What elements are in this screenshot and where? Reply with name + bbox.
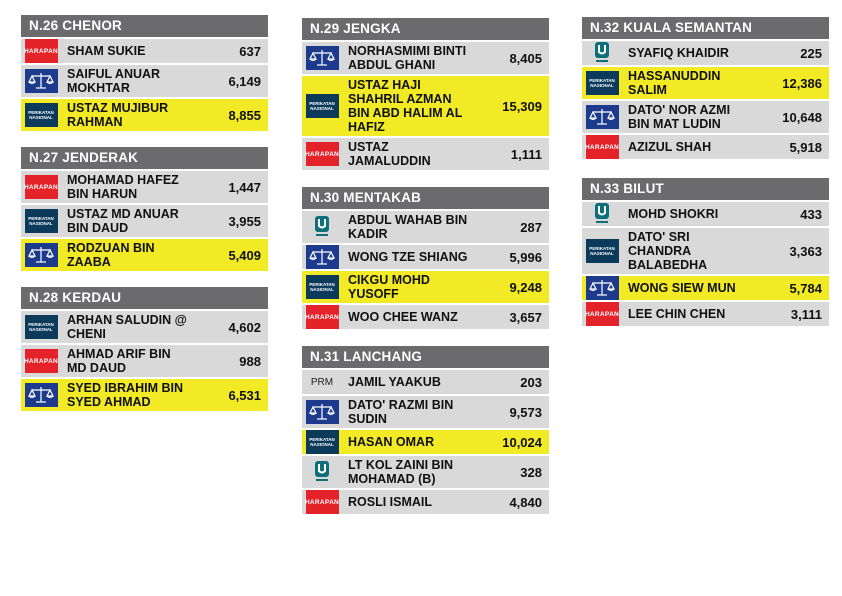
perikatan-logo-icon [586, 239, 619, 263]
constituency-title: N.31 LANCHANG [302, 346, 549, 368]
harapan-logo-text: HARAPAN [23, 357, 59, 365]
candidate-name: AHMAD ARIF BIN MD DAUD [67, 347, 171, 375]
candidate-row [302, 303, 549, 329]
candidate-name: DATO' SRI CHANDRA BALABEDHA [628, 230, 708, 272]
candidate-votes: 328 [520, 464, 542, 480]
candidate-name: RODZUAN BIN ZAABA [67, 241, 155, 269]
candidate-name: MOHAMAD HAFEZ BIN HARUN [67, 173, 179, 201]
party-logo-cell [302, 142, 342, 166]
dacing-logo-icon [306, 46, 339, 70]
harapan-logo-icon [586, 302, 619, 326]
candidate-votes: 5,784 [789, 280, 822, 296]
candidate-name: MOHD SHOKRI [628, 207, 719, 221]
candidate-votes: 988 [239, 353, 261, 369]
candidate-votes: 3,363 [789, 243, 822, 259]
candidate-votes: 1,111 [510, 146, 542, 162]
candidate-row [302, 40, 549, 74]
perikatan-logo-icon [306, 94, 339, 118]
pn-logo-line-2: NASIONAL [310, 442, 334, 447]
candidate-row-winner [21, 377, 268, 411]
candidate-name: HASSANUDDIN SALIM [628, 69, 721, 97]
candidate-row [302, 209, 549, 243]
candidate-name: SHAM SUKIE [67, 44, 146, 58]
party-logo-cell [582, 41, 622, 65]
party-logo-cell [302, 305, 342, 329]
prm-logo-text: PRM [310, 376, 334, 388]
candidate-row-winner [21, 237, 268, 271]
candidate-row [21, 37, 268, 63]
dacing-logo-icon [25, 69, 58, 93]
harapan-logo-icon [306, 490, 339, 514]
pn-logo-line-2: NASIONAL [590, 251, 614, 256]
dacing-logo-icon [306, 400, 339, 424]
candidate-row [582, 226, 829, 274]
candidate-votes: 9,573 [509, 404, 542, 420]
constituency-title: N.26 CHENOR [21, 15, 268, 37]
candidate-votes: 5,409 [228, 247, 261, 263]
constituency-title: N.27 JENDERAK [21, 147, 268, 169]
candidate-name: SAIFUL ANUAR MOKHTAR [67, 67, 161, 95]
party-logo-cell [21, 69, 61, 93]
harapan-logo-text: HARAPAN [23, 183, 59, 191]
harapan-logo-icon [25, 39, 58, 63]
party-logo-cell [21, 39, 61, 63]
dacing-logo-icon [586, 105, 619, 129]
pn-logo-line-1: PERIKATAN [28, 216, 54, 221]
party-logo-cell [302, 460, 342, 484]
constituency-block [582, 178, 829, 326]
candidate-row-winner [302, 74, 549, 136]
pn-logo-line-2: NASIONAL [29, 115, 53, 120]
candidate-name: USTAZ HAJI SHAHRIL AZMAN BIN ABD HALIM AL HAFIZ [348, 78, 463, 134]
pn-logo-line-2: NASIONAL [29, 327, 53, 332]
candidate-name: AZIZUL SHAH [628, 140, 712, 154]
candidate-votes: 3,111 [790, 306, 822, 322]
party-logo-cell [582, 302, 622, 326]
candidate-row [21, 169, 268, 203]
party-logo-cell [302, 370, 342, 394]
pejuang-logo-icon [306, 215, 339, 239]
candidate-name: WOO CHEE WANZ [348, 310, 458, 324]
candidate-row [302, 394, 549, 428]
candidate-row-winner [21, 97, 268, 131]
constituency-title: N.29 JENGKA [302, 18, 549, 40]
candidate-row [21, 203, 268, 237]
candidate-name: JAMIL YAAKUB [348, 375, 441, 389]
party-logo-cell [302, 245, 342, 269]
perikatan-logo-icon [25, 103, 58, 127]
dacing-logo-icon [586, 276, 619, 300]
candidate-votes: 1,447 [228, 179, 261, 195]
candidate-row-winner [582, 65, 829, 99]
candidate-name: HASAN OMAR [348, 435, 435, 449]
candidate-votes: 4,602 [228, 319, 261, 335]
party-logo-cell [21, 383, 61, 407]
constituency-block [21, 287, 268, 411]
candidate-row [582, 200, 829, 226]
column-2 [302, 18, 549, 514]
perikatan-logo-icon [25, 315, 58, 339]
candidate-row-winner [582, 274, 829, 300]
harapan-logo-icon [25, 175, 58, 199]
harapan-logo-text: HARAPAN [304, 498, 340, 506]
party-logo-cell [21, 175, 61, 199]
candidate-row [21, 309, 268, 343]
constituency-block [21, 15, 268, 131]
party-logo-cell [582, 71, 622, 95]
column-1 [21, 15, 268, 411]
party-logo-cell [21, 209, 61, 233]
pn-logo-line-1: PERIKATAN [28, 110, 54, 115]
constituency-title: N.28 KERDAU [21, 287, 268, 309]
column-3 [582, 17, 829, 326]
prm-logo-icon [306, 370, 339, 394]
candidate-votes: 287 [520, 219, 542, 235]
candidate-row [582, 39, 829, 65]
candidate-votes: 4,840 [509, 494, 542, 510]
harapan-logo-icon [25, 349, 58, 373]
dacing-logo-icon [25, 383, 58, 407]
candidate-name: DATO' RAZMI BIN SUDIN [348, 398, 454, 426]
candidate-row [302, 243, 549, 269]
candidate-votes: 3,955 [228, 213, 261, 229]
candidate-name: WONG SIEW MUN [628, 281, 736, 295]
party-logo-cell [21, 243, 61, 267]
candidate-votes: 6,531 [228, 387, 261, 403]
candidate-row [302, 488, 549, 514]
candidate-votes: 10,024 [502, 434, 542, 450]
dacing-logo-icon [306, 245, 339, 269]
party-logo-cell [582, 135, 622, 159]
candidate-row [302, 368, 549, 394]
pn-logo-line-1: PERIKATAN [309, 282, 335, 287]
pejuang-logo-icon [586, 202, 619, 226]
candidate-row [302, 454, 549, 488]
candidate-votes: 12,386 [782, 75, 822, 91]
candidate-row-winner [302, 269, 549, 303]
dacing-logo-icon [25, 243, 58, 267]
pn-logo-line-1: PERIKATAN [309, 101, 335, 106]
perikatan-logo-icon [306, 275, 339, 299]
harapan-logo-icon [586, 135, 619, 159]
pn-logo-line-2: NASIONAL [310, 287, 334, 292]
constituency-title: N.32 KUALA SEMANTAN [582, 17, 829, 39]
party-logo-cell [302, 215, 342, 239]
candidate-votes: 9,248 [509, 279, 542, 295]
candidate-name: ARHAN SALUDIN @ CHENI [67, 313, 187, 341]
pn-logo-line-1: PERIKATAN [309, 437, 335, 442]
candidate-name: USTAZ MD ANUAR BIN DAUD [67, 207, 179, 235]
candidate-name: LT KOL ZAINI BIN MOHAMAD (B) [348, 458, 454, 486]
pn-logo-line-1: PERIKATAN [589, 78, 615, 83]
candidate-row [582, 300, 829, 326]
candidate-name: LEE CHIN CHEN [628, 307, 726, 321]
candidate-votes: 225 [800, 45, 822, 61]
perikatan-logo-icon [306, 430, 339, 454]
candidate-name: ABDUL WAHAB BIN KADIR [348, 213, 468, 241]
perikatan-logo-icon [25, 209, 58, 233]
pn-logo-line-2: NASIONAL [590, 83, 614, 88]
candidate-name: SYED IBRAHIM BIN SYED AHMAD [67, 381, 183, 409]
candidate-name: CIKGU MOHD YUSOFF [348, 273, 430, 301]
candidate-name: ROSLI ISMAIL [348, 495, 433, 509]
party-logo-cell [302, 490, 342, 514]
harapan-logo-text: HARAPAN [584, 143, 620, 151]
constituency-block [302, 346, 549, 514]
constituency-title: N.30 MENTAKAB [302, 187, 549, 209]
party-logo-cell [21, 349, 61, 373]
constituency-title: N.33 BILUT [582, 178, 829, 200]
candidate-votes: 6,149 [228, 73, 261, 89]
candidate-votes: 8,405 [509, 50, 542, 66]
pejuang-logo-icon [586, 41, 619, 65]
candidate-name: SYAFIQ KHAIDIR [628, 46, 729, 60]
pn-logo-line-2: NASIONAL [29, 221, 53, 226]
candidate-row [582, 133, 829, 159]
party-logo-cell [582, 276, 622, 300]
perikatan-logo-icon [586, 71, 619, 95]
candidate-name: USTAZ JAMALUDDIN [348, 140, 431, 168]
candidate-votes: 8,855 [228, 107, 261, 123]
party-logo-cell [21, 315, 61, 339]
candidate-name: USTAZ MUJIBUR RAHMAN [67, 101, 169, 129]
pn-logo-line-2: NASIONAL [310, 106, 334, 111]
party-logo-cell [582, 202, 622, 226]
candidate-name: DATO' NOR AZMI BIN MAT LUDIN [628, 103, 731, 131]
harapan-logo-text: HARAPAN [584, 310, 620, 318]
harapan-logo-icon [306, 142, 339, 166]
candidate-votes: 10,648 [782, 109, 822, 125]
candidate-row-winner [302, 428, 549, 454]
party-logo-cell [582, 105, 622, 129]
candidate-votes: 5,996 [509, 249, 542, 265]
candidate-votes: 433 [800, 206, 822, 222]
candidate-votes: 15,309 [502, 98, 542, 114]
candidate-votes: 637 [239, 43, 261, 59]
candidate-row [302, 136, 549, 170]
party-logo-cell [302, 430, 342, 454]
party-logo-cell [302, 94, 342, 118]
harapan-logo-text: HARAPAN [304, 150, 340, 158]
constituency-block [302, 187, 549, 329]
party-logo-cell [302, 275, 342, 299]
candidate-row [21, 343, 268, 377]
candidate-votes: 5,918 [789, 139, 822, 155]
candidate-votes: 3,657 [509, 309, 542, 325]
pn-logo-line-1: PERIKATAN [589, 246, 615, 251]
constituency-block [302, 18, 549, 170]
candidate-row [582, 99, 829, 133]
constituency-block [21, 147, 268, 271]
party-logo-cell [302, 46, 342, 70]
harapan-logo-text: HARAPAN [23, 47, 59, 55]
party-logo-cell [582, 239, 622, 263]
candidate-votes: 203 [520, 374, 542, 390]
harapan-logo-icon [306, 305, 339, 329]
candidate-name: WONG TZE SHIANG [348, 250, 468, 264]
candidate-name: NORHASMIMI BINTI ABDUL GHANI [348, 44, 467, 72]
party-logo-cell [302, 400, 342, 424]
constituency-block [582, 17, 829, 159]
pn-logo-line-1: PERIKATAN [28, 322, 54, 327]
harapan-logo-text: HARAPAN [304, 313, 340, 321]
party-logo-cell [21, 103, 61, 127]
candidate-row [21, 63, 268, 97]
pejuang-logo-icon [306, 460, 339, 484]
